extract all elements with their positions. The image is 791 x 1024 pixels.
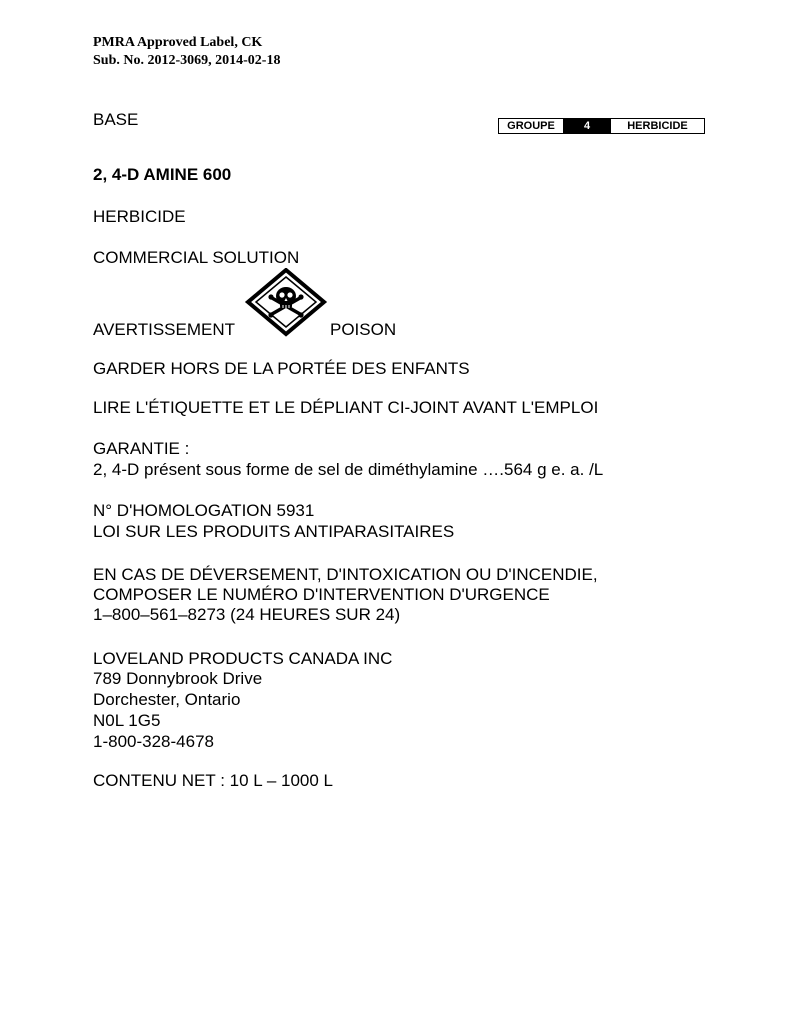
pmra-approval-line: PMRA Approved Label, CK (93, 35, 263, 50)
signal-word: AVERTISSEMENT (93, 320, 236, 339)
emergency-line-2: COMPOSER LE NUMÉRO D'INTERVENTION D'URGENCE (93, 585, 550, 604)
emergency-line-1: EN CAS DE DÉVERSEMENT, D'INTOXICATION OU D'INCENDIE, (93, 565, 598, 584)
children-warning: GARDER HORS DE LA PORTÉE DES ENFANTS (93, 359, 470, 378)
company-street: 789 Donnybrook Drive (93, 669, 263, 688)
company-phone: 1-800-328-4678 (93, 732, 214, 751)
emergency-phone: 1–800–561–8273 (24 HEURES SUR 24) (93, 605, 401, 624)
net-contents: CONTENU NET : 10 L – 1000 L (93, 771, 333, 790)
guarantee-title: GARANTIE : (93, 439, 190, 458)
product-name: 2, 4-D AMINE 600 (93, 165, 232, 184)
guarantee-text: 2, 4-D présent sous forme de sel de diméthylamine ….564 g e. a. /L (93, 460, 604, 479)
skull-crossbones-icon (244, 268, 328, 338)
read-label-warning: LIRE L'ÉTIQUETTE ET LE DÉPLIANT CI-JOINT AVANT L'EMPLOI (93, 398, 599, 417)
submission-number-line: Sub. No. 2012-3069, 2014-02-18 (93, 53, 281, 68)
product-type: HERBICIDE (93, 207, 186, 226)
formulation: COMMERCIAL SOLUTION (93, 248, 300, 267)
registration-number: N° D'HOMOLOGATION 5931 (93, 501, 315, 520)
company-city: Dorchester, Ontario (93, 690, 241, 709)
company-name: LOVELAND PRODUCTS CANADA INC (93, 649, 393, 668)
hazard-word: POISON (330, 320, 397, 339)
group-type: HERBICIDE (610, 119, 704, 133)
group-number: 4 (564, 119, 610, 133)
group-label: GROUPE (499, 119, 564, 133)
pest-control-act: LOI SUR LES PRODUITS ANTIPARASITAIRES (93, 522, 455, 541)
company-postal-code: N0L 1G5 (93, 711, 161, 730)
herbicide-group-box (498, 118, 705, 134)
label-class: BASE (93, 110, 139, 129)
